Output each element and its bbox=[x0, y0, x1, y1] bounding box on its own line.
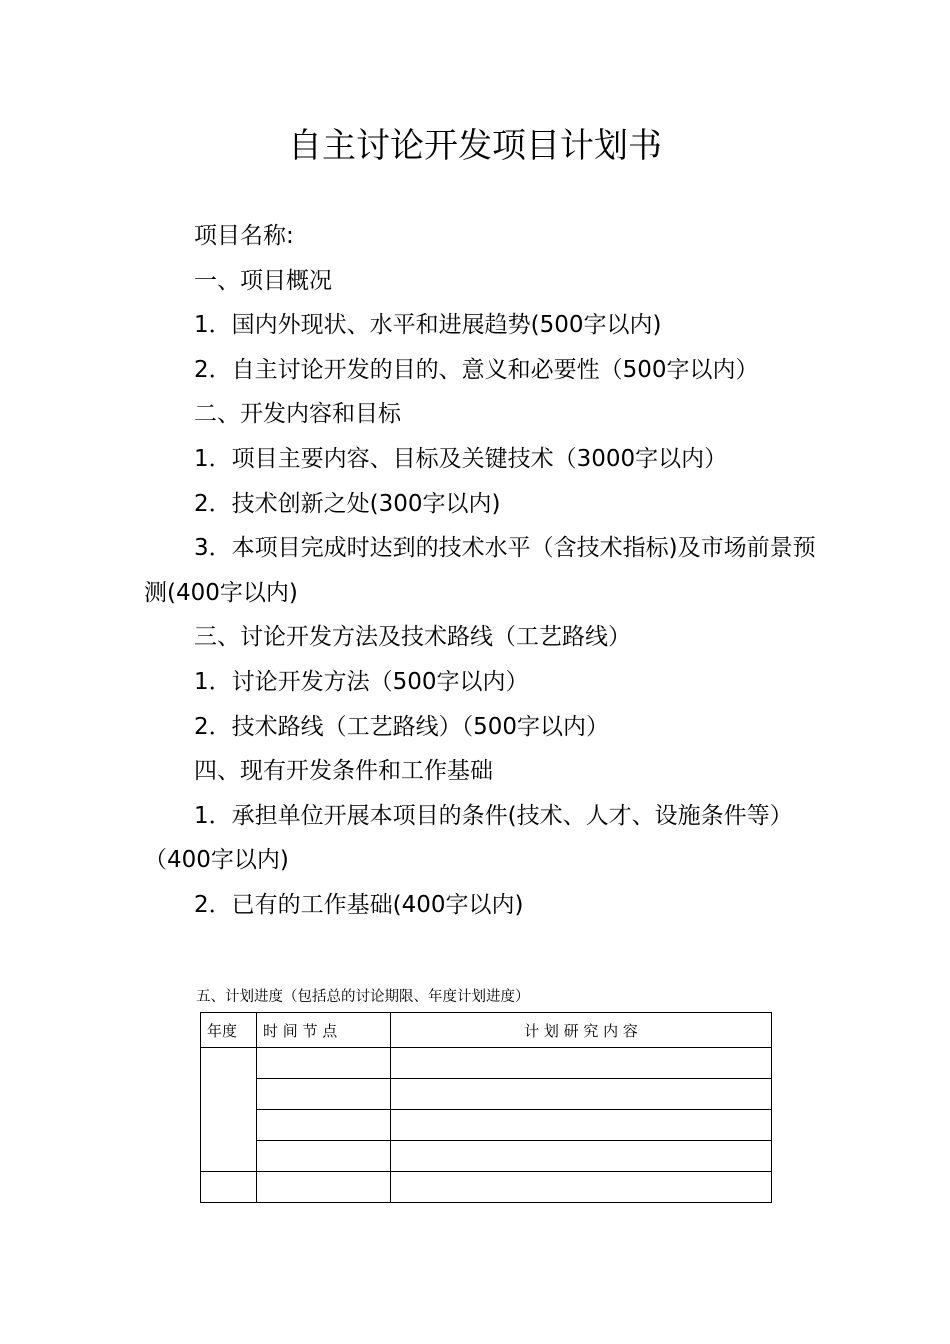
document-title: 自主讨论开发项目计划书 bbox=[288, 126, 662, 166]
table-row bbox=[201, 1079, 772, 1110]
section-1-item-1: 1．国内外现状、水平和进展趋势(500字以内) bbox=[194, 312, 662, 339]
time-node-cell[interactable] bbox=[257, 1048, 391, 1079]
section-2-item-3: 3．本项目完成时达到的技术水平（含技术指标)及市场前景预测(400字以内) bbox=[144, 535, 816, 606]
header-year: 年度 bbox=[201, 1013, 257, 1048]
schedule-caption: 五、计划进度（包括总的讨论期限、年度计划进度） bbox=[196, 989, 530, 1005]
plan-content-cell[interactable] bbox=[391, 1172, 772, 1203]
table-row bbox=[201, 1110, 772, 1141]
section-3-heading: 三、讨论开发方法及技术路线（工艺路线） bbox=[194, 624, 631, 651]
table-header-row bbox=[201, 1013, 772, 1048]
time-node-cell[interactable] bbox=[257, 1141, 391, 1172]
section-2-item-2: 2．技术创新之处(300字以内) bbox=[194, 490, 501, 517]
header-plan-content: 计 划 研 究 内 容 bbox=[391, 1013, 772, 1048]
section-2-heading: 二、开发内容和目标 bbox=[194, 401, 401, 428]
time-node-cell[interactable] bbox=[257, 1110, 391, 1141]
project-name-line: 项目名称: bbox=[194, 223, 294, 249]
plan-content-cell[interactable] bbox=[391, 1048, 772, 1079]
plan-content-cell[interactable] bbox=[391, 1110, 772, 1141]
section-1-heading: 一、项目概况 bbox=[194, 267, 332, 294]
time-node-cell[interactable] bbox=[257, 1172, 391, 1203]
table-row bbox=[201, 1172, 772, 1203]
section-4-item-2: 2．已有的工作基础(400字以内) bbox=[194, 891, 524, 918]
table-row bbox=[201, 1048, 772, 1079]
year-cell[interactable] bbox=[201, 1172, 257, 1203]
section-4-heading: 四、现有开发条件和工作基础 bbox=[194, 758, 493, 785]
section-4-item-1: 1．承担单位开展本项目的条件(技术、人才、设施条件等）（400字以内) bbox=[144, 802, 793, 874]
plan-content-cell[interactable] bbox=[391, 1079, 772, 1110]
table-row bbox=[201, 1141, 772, 1172]
plan-content-cell[interactable] bbox=[391, 1141, 772, 1172]
section-2-item-1: 1．项目主要内容、目标及关键技术（3000字以内） bbox=[194, 445, 728, 472]
schedule-table bbox=[200, 1012, 772, 1203]
section-3-item-1: 1．讨论开发方法（500字以内） bbox=[194, 668, 529, 695]
year-cell[interactable] bbox=[201, 1048, 257, 1172]
section-3-item-2: 2．技术路线（工艺路线）（500字以内） bbox=[194, 713, 610, 740]
section-1-item-2: 2．自主讨论开发的目的、意义和必要性（500字以内） bbox=[194, 356, 759, 383]
document-body bbox=[144, 214, 816, 928]
time-node-cell[interactable] bbox=[257, 1079, 391, 1110]
header-time-node: 时 间 节 点 bbox=[257, 1013, 391, 1048]
